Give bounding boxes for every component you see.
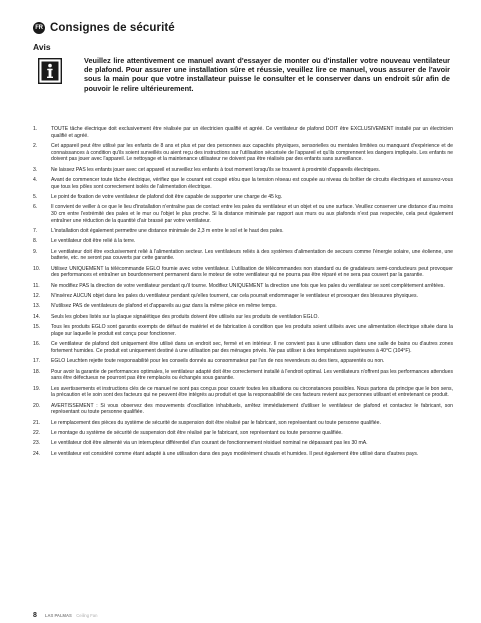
instruction-text: Le ventilateur doit être relié à la terre.	[51, 238, 136, 245]
instruction-text: Le ventilateur est considéré comme étant adapté à une utilisation dans des pays modérément chauds et humides. Il peut également être utilisé dans d'autres pays.	[51, 450, 419, 457]
instruction-item	[33, 430, 453, 437]
instruction-number: 11.	[33, 282, 40, 289]
instruction-number: 22.	[33, 429, 41, 436]
instruction-text: Il convient de veiller à ce que le lieu d'installation n'entraîne pas de contact entre les pales du ventilateur et un objet et ou une surface. Veuillez conserver une distance d'au moins 30 cm entre l'extrémité des pales et le mur ou l'objet le plus proche. Si la distance minimale par rapport aux murs ou aux plafonds n'est pas respectée, cela peut également entraîner une réduction de la quantité d'air brassé par votre ventilateur.	[51, 204, 453, 224]
instruction-item	[33, 369, 453, 382]
instruction-text: Tous les produits EGLO sont garantis exempts de défaut de matériel et de fabrication à condition que les produits soient utilisés avec une alimentation électrique située dans la plage sur laquelle le produit est conçu pour fonctionner.	[51, 324, 453, 337]
instruction-item	[33, 283, 453, 290]
instruction-text: Le point de fixation de votre ventilateur de plafond doit être capable de supporter une charge de 45 kg.	[51, 193, 283, 200]
instruction-text: N'utilisez PAS de ventilateurs de plafond et d'appareils au gaz dans la même pièce en même temps.	[51, 303, 277, 310]
instruction-text: Ne laissez PAS les enfants jouer avec cet appareil et surveillez les enfants à tout moment lorsqu'ils se trouvent à proximité d'appareils électriques.	[51, 166, 381, 173]
instruction-text: N'insérez AUCUN objet dans les pales du ventilateur pendant qu'elles tournent, car cela pourrait endommager le ventilateur et provoquer des blessures physiques.	[51, 293, 418, 300]
instruction-item	[33, 143, 453, 163]
instruction-text: AVERTISSEMENT : Si vous observez des mouvements d'oscillation inhabituels, arrêtez immédiatement d'utiliser le ventilateur de plafond et contactez le fabricant, son représentant ou toute personne qualifiée.	[51, 402, 453, 416]
instruction-item	[33, 451, 453, 458]
instruction-text: Le ventilateur doit être alimenté via un interrupteur différentiel d'un courant de fonctionnement résiduel nominal ne dépassant pas les 30 mA.	[51, 440, 368, 447]
instruction-number: 14.	[33, 313, 41, 320]
instruction-number: 8.	[33, 238, 38, 245]
instruction-text: Avant de commencer toute tâche électrique, vérifiez que le courant est coupé et/ou que la tension réseau est coupée au niveau du boîtier de circuits électriques et assurez-vous que tous les pôles sont correctement isolés de l'alimentation électrique.	[51, 176, 453, 190]
instruction-number: 21.	[33, 419, 41, 426]
page-footer	[33, 604, 97, 622]
instruction-number: 5.	[33, 193, 38, 200]
instruction-text: Le remplacement des pièces du système de sécurité de suspension doit être réalisé par le fabricant, son représentant ou toute personne qualifiée.	[51, 419, 381, 426]
footer-product	[45, 604, 98, 622]
instruction-item	[33, 293, 453, 300]
instruction-number: 4.	[33, 176, 38, 183]
instruction-text: Seuls les globes listés sur la plaque signalétique des produits doivent être utilisés sur les produits de ventilation EGLO.	[51, 313, 319, 320]
instruction-text: Utilisez UNIQUEMENT la télécommande EGLO fournie avec votre ventilateur. L'utilisation de télécommandes non standard ou de gradateurs semi-conducteurs peut provoquer des performances et entraîner un bourdonnement permanent dans le moteur de votre ventilateur qui ne pourra pas être réparé et ne sera pas couvert par la garantie.	[51, 265, 453, 279]
instruction-number: 19.	[33, 385, 41, 392]
instruction-number: 18.	[33, 368, 41, 375]
safety-instructions-list	[33, 126, 453, 461]
instruction-text: Le montage du système de sécurité de suspension doit être réalisé par le fabricant, son représentant ou toute personne qualifiée.	[51, 429, 343, 436]
instruction-number: 6.	[33, 204, 38, 211]
instruction-number: 7.	[33, 227, 38, 234]
instruction-item	[33, 177, 453, 190]
instruction-text: L'installation doit également permettre une distance minimale de 2,3 m entre le sol et le haut des pales.	[51, 227, 284, 234]
instruction-number: 23.	[33, 440, 41, 447]
instruction-item	[33, 440, 453, 447]
instruction-text: Ce ventilateur de plafond doit uniquement être utilisé dans un endroit sec, fermé et en intérieur. Il ne convient pas à une utilisation dans une salle de bains ou d'autres zones fortement humides. Ce produit est uniquement destiné à une utilisation par des ménages privés. Ne pas utiliser à des températures supérieures à 40°C (104°F).	[51, 341, 453, 354]
instruction-item	[33, 126, 453, 139]
instruction-number: 20.	[33, 402, 41, 409]
instruction-item	[33, 341, 453, 354]
instruction-number: 1.	[33, 126, 38, 132]
instruction-number: 12.	[33, 293, 41, 300]
instruction-text: Ne modifiez PAS la direction de votre ventilateur pendant qu'il tourne. Modifiez UNIQUEMENT la direction une fois que les pales du ventilateur se sont complètement arrêtées.	[51, 282, 445, 289]
info-icon	[38, 58, 62, 84]
instruction-number: 10.	[33, 265, 41, 272]
instruction-item	[33, 403, 453, 416]
intro-warning-text: Veuillez lire attentivement ce manuel avant d'essayer de monter ou d'installer votre nouveau ventilateur de plafond. Pour assurer une installation sûre et réussie, veuillez lire ce manuel, vous assurer de l'avoir sous la main pour que votre installateur puisse le consulter et le conserver dans un endroit sûr afin de pouvoir le relire ultérieurement.	[84, 56, 450, 93]
instruction-item	[33, 266, 453, 279]
instruction-item	[33, 194, 453, 201]
language-badge: FR	[33, 22, 45, 34]
instruction-number: 15.	[33, 324, 41, 331]
instruction-item	[33, 204, 453, 224]
footer-product-name: LAS PALMAS	[44, 613, 72, 618]
instruction-item	[33, 358, 453, 365]
instruction-text: EGLO Leuchten rejette toute responsabilité pour les conseils donnés au consommateur par l'un de nos revendeurs ou des tiers, apparentés ou non.	[51, 358, 385, 365]
page-title: Consignes de sécurité	[50, 22, 175, 34]
instruction-number: 13.	[33, 303, 41, 310]
instruction-number: 9.	[33, 248, 38, 255]
page-number: 8	[33, 612, 37, 619]
instruction-text: Les avertissements et instructions clés de ce manuel ne sont pas conçus pour couvrir toutes les situations ou circonstances possibles. Nous partons du principe que le bon sens, la précaution et le soin sont des facteurs qui ne peuvent être intégrés au produit et que la responsabilité de ces facteurs revient aux personnes utilisant et entretenant ce produit.	[51, 385, 453, 399]
footer-product-sub: Ceiling Fan	[76, 613, 98, 618]
instruction-text: Le ventilateur doit être exclusivement relié à l'alimentation secteur. Les ventilateurs reliés à des systèmes d'alimentation de secours comme l'énergie solaire, une éolienne, une batterie, etc. ne seront pas couverts par cette garantie.	[51, 248, 453, 262]
section-label: Avis	[33, 42, 51, 52]
instruction-item	[33, 249, 453, 262]
instruction-number: 16.	[33, 341, 41, 348]
instruction-number: 17.	[33, 358, 41, 365]
instruction-number: 24.	[33, 450, 41, 457]
instruction-item	[33, 303, 453, 310]
page-header	[33, 22, 175, 34]
instruction-item	[33, 314, 453, 321]
instruction-item	[33, 238, 453, 245]
instruction-text: TOUTE tâche électrique doit exclusivement être réalisée par un électricien qualifié et agréé. Ce ventilateur de plafond DOIT être EXCLUSIVEMENT installé par un électricien qualifié et agréé.	[51, 126, 453, 139]
instruction-item	[33, 386, 453, 399]
instruction-number: 3.	[33, 166, 38, 173]
instruction-item	[33, 167, 453, 174]
instruction-text: Pour avoir la garantie de performances optimales, le ventilateur adapté doit être correctement installé à l'endroit optimal. Les ventilateurs n'offrent pas les performances attendues sans être défectueux ne pourront pas être remplacés ou échangés sous garantie.	[51, 368, 453, 382]
instruction-item	[33, 228, 453, 235]
instruction-item	[33, 420, 453, 427]
instruction-text: Cet appareil peut être utilisé par les enfants de 8 ans et plus et par des personnes aux capacités physiques, sensorielles ou mentales limitées ou manquant d'expérience et de connaissances à condition qu'ils soient surveillés ou aient reçu des instructions sur l'utilisation sécurisée de l'appareil et qu'ils comprennent les dangers impliqués. Les enfants ne doivent pas jouer avec l'appareil. Le nettoyage et la maintenance utilisateur ne doivent pas être réalisés par des enfants sans surveillance.	[51, 142, 453, 163]
instruction-item	[33, 324, 453, 337]
instruction-number: 2.	[33, 142, 38, 149]
